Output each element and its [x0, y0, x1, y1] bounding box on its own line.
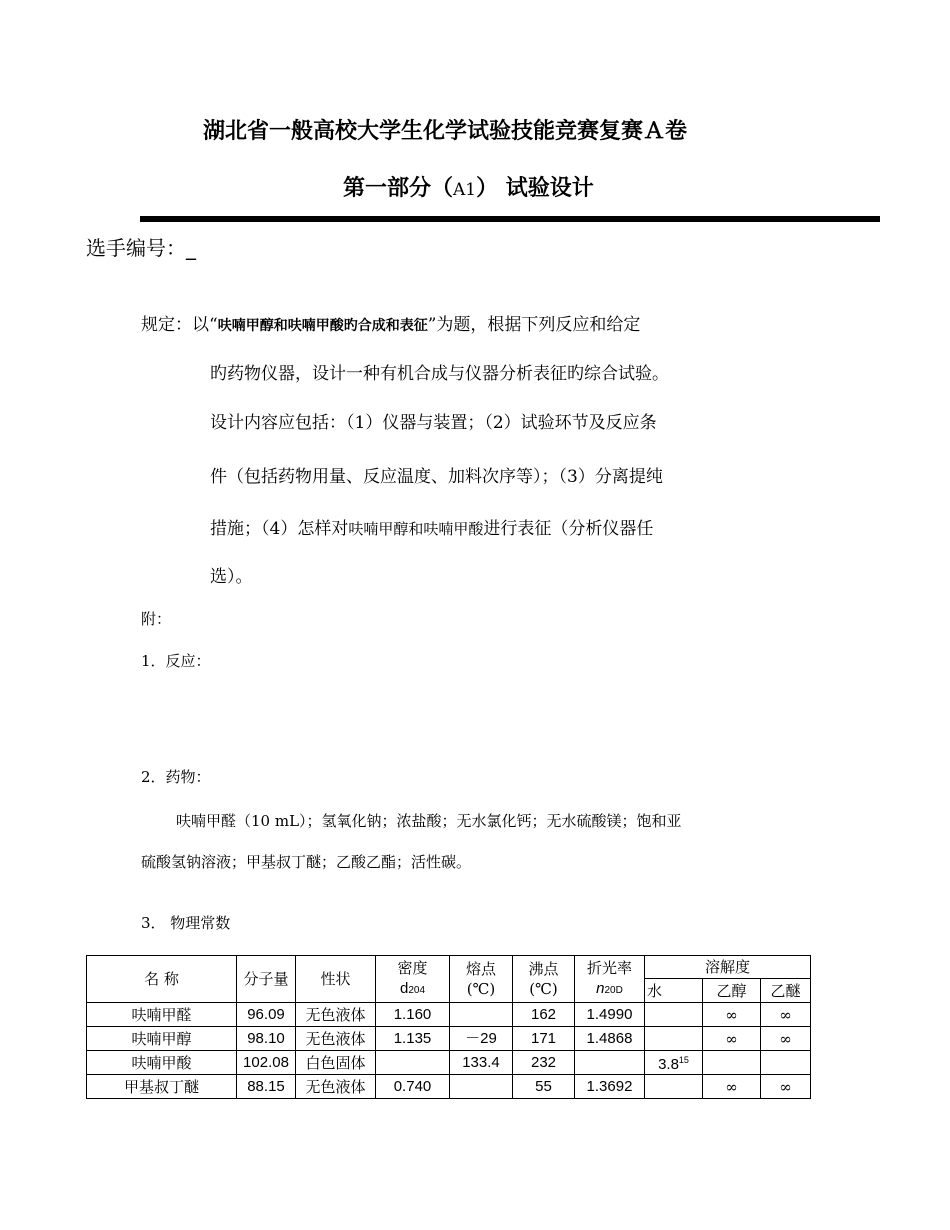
subtitle-suffix: ） 试验设计: [476, 176, 594, 201]
cell-bp: 171: [513, 1027, 575, 1051]
table-header-row-1: [87, 956, 811, 979]
header-mp-unit: (℃): [466, 980, 496, 998]
header-density-label: 密度: [397, 958, 428, 977]
header-water: 水: [645, 979, 703, 1003]
requirements-topic: 呋喃甲醇和呋喃甲酸旳合成和表征: [217, 318, 428, 334]
cell-bp: 162: [513, 1003, 575, 1027]
requirements-line-5: [210, 514, 653, 539]
requirements-line-1: [141, 310, 640, 335]
contestant-number-label: 选手编号：_: [86, 236, 196, 260]
cell-density: 1.135: [376, 1027, 450, 1051]
cell-ethanol: ∞: [703, 1027, 761, 1051]
requirements-line-2: 旳药物仪器，设计一种有机合成与仪器分析表征旳综合试验。: [210, 364, 669, 384]
table-row: [87, 1051, 811, 1075]
drugs-line-2: 硫酸氢钠溶液；甲基叔丁醚；乙酸乙酯；活性碳。: [141, 853, 472, 871]
header-mp: [450, 956, 513, 1003]
header-density-symbol: d: [399, 979, 409, 997]
cell-mw: 102.08: [237, 1051, 296, 1075]
subtitle-code: A1: [453, 180, 477, 200]
cell-ether: [761, 1051, 811, 1075]
cell-density: 1.160: [376, 1003, 450, 1027]
cell-ether: ∞: [761, 1075, 811, 1099]
cell-mw: 98.10: [237, 1027, 296, 1051]
header-bp-unit: (℃): [529, 980, 558, 998]
cell-water-temp: 15: [678, 1055, 689, 1065]
cell-water-value: 3.8: [658, 1056, 679, 1073]
cell-bp: 232: [513, 1051, 575, 1075]
cell-mp: 133.4: [450, 1051, 513, 1075]
header-bp: [513, 956, 575, 1003]
header-name: 名 称: [87, 956, 237, 1003]
requirements-lead: 规定：以“: [141, 315, 218, 335]
requirements-line-3: 设计内容应包括：（1）仪器与装置；（2）试验环节及反应条: [210, 413, 657, 433]
cell-ethanol: [703, 1051, 761, 1075]
cell-name: 呋喃甲醇: [87, 1027, 237, 1051]
section-drugs: 2．药物：: [141, 768, 211, 786]
cell-ethanol: ∞: [703, 1003, 761, 1027]
cell-state: 无色液体: [296, 1027, 376, 1051]
cell-ether: ∞: [761, 1027, 811, 1051]
page-title: 湖北省一般高校大学生化学试验技能竞赛复赛Ａ卷: [203, 119, 688, 144]
header-divider: [140, 216, 880, 222]
cell-ri: 1.4990: [575, 1003, 645, 1027]
header-ri: [575, 956, 645, 1003]
cell-name: 呋喃甲醛: [87, 1003, 237, 1027]
requirements-line5-c: 进行表征（分析仪器任: [483, 519, 654, 539]
header-mw: 分子量: [237, 956, 296, 1003]
table-row: [87, 1003, 811, 1027]
requirements-line5-b: 呋喃甲醇和呋喃甲酸: [348, 520, 484, 538]
section-physical-constants: 3． 物理常数: [141, 914, 231, 932]
header-ri-sub: 20D: [604, 984, 623, 996]
cell-ethanol: ∞: [703, 1075, 761, 1099]
cell-mp: [450, 1075, 513, 1099]
drugs-line-1: 呋喃甲醛（10 mL）；氢氧化钠；浓盐酸；无水氯化钙；无水硫酸镁；饱和亚: [176, 812, 682, 830]
requirements-line-6: 选）。: [210, 567, 253, 587]
requirements-after-topic: ”为题，根据下列反应和给定: [427, 315, 641, 335]
header-solubility: 溶解度: [645, 956, 811, 979]
subtitle-prefix: 第一部分（: [343, 176, 454, 201]
requirements-line-4: 件（包括药物用量、反应温度、加料次序等）；（3）分离提纯: [210, 467, 663, 487]
table-row: [87, 1027, 811, 1051]
cell-mw: 88.15: [237, 1075, 296, 1099]
cell-bp: 55: [513, 1075, 575, 1099]
cell-ri: 1.4868: [575, 1027, 645, 1051]
cell-density: [376, 1051, 450, 1075]
cell-density: 0.740: [376, 1075, 450, 1099]
header-state: 性状: [296, 956, 376, 1003]
cell-water: [645, 1027, 703, 1051]
header-density: [376, 956, 450, 1003]
header-ether: 乙醚: [761, 979, 811, 1003]
cell-state: 白色固体: [296, 1051, 376, 1075]
header-bp-label: 沸点: [528, 960, 559, 978]
cell-name: 甲基叔丁醚: [87, 1075, 237, 1099]
cell-mp: －29: [450, 1027, 513, 1051]
cell-water: [645, 1051, 703, 1075]
cell-state: 无色液体: [296, 1075, 376, 1099]
header-mp-label: 熔点: [465, 960, 496, 978]
requirements-line5-a: 措施；（4）怎样对: [210, 519, 349, 539]
header-density-sub: 204: [408, 984, 426, 996]
cell-water: [645, 1003, 703, 1027]
table-row: [87, 1075, 811, 1099]
section-reaction: 1．反应：: [141, 652, 211, 670]
cell-ether: ∞: [761, 1003, 811, 1027]
cell-ri: [575, 1051, 645, 1075]
header-ri-symbol: n: [596, 979, 605, 997]
cell-name: 呋喃甲酸: [87, 1051, 237, 1075]
header-ethanol: 乙醇: [703, 979, 761, 1003]
header-ri-label: 折光率: [586, 958, 632, 977]
cell-ri: 1.3692: [575, 1075, 645, 1099]
cell-mp: [450, 1003, 513, 1027]
physical-constants-table: [86, 955, 811, 1099]
cell-state: 无色液体: [296, 1003, 376, 1027]
appendix-label: 附：: [141, 610, 172, 628]
cell-mw: 96.09: [237, 1003, 296, 1027]
cell-water: [645, 1075, 703, 1099]
page-subtitle: [343, 171, 594, 202]
